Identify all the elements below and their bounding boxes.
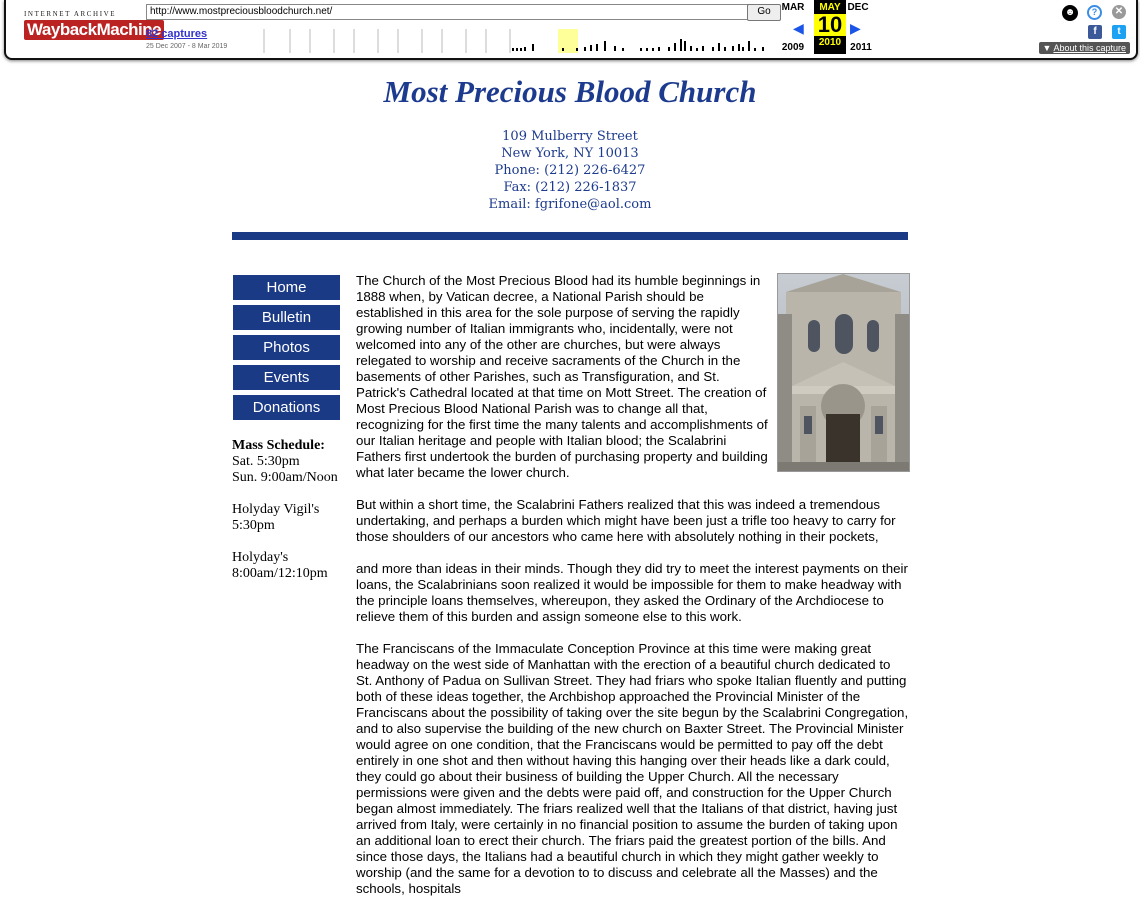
saturday-mass: Sat. 5:30pm: [232, 454, 300, 469]
paragraph-4: The Franciscans of the Immaculate Conception Province at this time were making great headway on the west side of Manhattan with the erection of a beautiful church dedicated to St. Anthony of Padua on Sullivan Street. They had friars who spoke Italian fluently and putting both of these ideas together, the Archbishop approached the Provincial Minister of the Franciscans about the possibility of taking over the site begun by the Scalabrini Congregation, and to also supervise the building of the new church on Baxter Street. The Provincial Minister would agree on one condition, that the Franciscans would be permitted to pay off the debt entirely in one shot and then without having this hanging over their heads like a dark could, they could go about their business of building the Upper Church. All the necessary permissions were given and the debts were paid off, and construction for the Upper Church began almost immediately. The friars realized well that the Italians of that district, having just arrived from Italy, were certainly in no financial position to assume the burden of taking upon an additional loan to erect their church. The friars paid the greatest portion of the bills. And since those days, the Italians had a beautiful church in which they might gather weekly to worship (and the same for a devotion to to discuss and celebrate all the Masses) and the schools, hospitals: [356, 641, 909, 896]
paragraph-2: But within a short time, the Scalabrini Fathers realized that this was indeed a tremendous undertaking, and perhaps a burden which might have been just a trifle too heavy to carry for those shoulders of our ancestors who came here with absolutely nothing in their pockets,: [356, 497, 896, 544]
current-capture-date: [814, 0, 846, 54]
nav-bulletin[interactable]: Bulletin: [233, 305, 340, 330]
current-year: 2010: [818, 37, 842, 48]
holyday-vigil-label: Holyday Vigil's: [232, 502, 320, 517]
prev-year-label[interactable]: 2009: [781, 42, 805, 53]
twitter-icon[interactable]: t: [1112, 25, 1126, 39]
wayback-toolbar: [4, 0, 1138, 60]
about-capture-label: About this capture: [1053, 43, 1126, 53]
prev-month-label[interactable]: MAR: [781, 2, 805, 13]
go-button[interactable]: Go: [747, 4, 781, 21]
wayback-machine-text: WaybackMachine: [24, 20, 164, 40]
phone-number: Phone: (212) 226-6427: [494, 163, 646, 178]
fax-number: Fax: (212) 226-1837: [503, 180, 637, 195]
paragraph-1: The Church of the Most Precious Blood had its humble beginnings in 1888 when, by Vatican decree, a National Parish should be established in this area for the sole purpose of serving the rapidly growing number of Italian immigrants who, incidentally, were not welcomed into any of the other are churches, but were always relegated to worship and receive sacraments of the Church in the basements of other Parishes, such as Transfiguration, and St. Patrick's Cathedral located at that time on Mott Street. The creation of Most Precious Blood National Parish was to change all that, recognizing for the first time the many talents and accomplishments of our Italian heritage and people with Italian blood; the Scalabrini Fathers first undertook the burden of purchasing property and building what later became the lower church.: [356, 273, 768, 480]
address-line-1: 109 Mulberry Street: [502, 129, 638, 144]
captures-link[interactable]: 82 captures: [146, 28, 208, 40]
header-divider: [232, 232, 908, 240]
church-facade-photo: [777, 273, 910, 472]
sidebar-nav: [233, 275, 340, 425]
next-year-label[interactable]: 2011: [850, 42, 872, 53]
about-capture-button[interactable]: ▼ About this capture: [1039, 42, 1130, 54]
close-icon[interactable]: ✕: [1112, 5, 1126, 19]
nav-events[interactable]: Events: [233, 365, 340, 390]
nav-donations[interactable]: Donations: [233, 395, 340, 420]
help-icon[interactable]: ?: [1087, 5, 1102, 20]
prev-capture-arrow-icon[interactable]: ◀: [793, 20, 804, 36]
nav-photos[interactable]: Photos: [233, 335, 340, 360]
current-day: 10: [814, 14, 846, 36]
main-content: [356, 273, 910, 913]
holyday-time: 8:00am/12:10pm: [232, 566, 328, 581]
nav-home[interactable]: Home: [233, 275, 340, 300]
current-month: MAY: [819, 2, 841, 13]
mass-schedule: [232, 438, 347, 598]
church-address: [0, 128, 1140, 213]
address-line-2: New York, NY 10013: [501, 146, 639, 161]
paragraph-3: and more than ideas in their minds. Though they did try to meet the interest payments on their loans, the Scalabrinians soon realized it would be impossible for them to make headway with the principle loans themselves, whereupon, they asked the Ordinary of the Archdiocese to relieve them of this burden and assign someone else to this work.: [356, 561, 908, 624]
internet-archive-text: INTERNET ARCHIVE: [24, 10, 117, 18]
email-address[interactable]: Email: fgrifone@aol.com: [488, 197, 652, 212]
wayback-logo[interactable]: [22, 8, 162, 48]
next-capture-arrow-icon[interactable]: ▶: [850, 20, 861, 36]
site-title: Most Precious Blood Church: [383, 74, 757, 109]
schedule-heading: Mass Schedule:: [232, 438, 325, 453]
holyday-label: Holyday's: [232, 550, 289, 565]
capture-range: 25 Dec 2007 - 8 Mar 2019: [146, 43, 228, 50]
facebook-icon[interactable]: f: [1088, 25, 1102, 39]
holyday-vigil-time: 5:30pm: [232, 518, 275, 533]
next-month-label[interactable]: DEC: [847, 2, 869, 13]
capture-sparkline[interactable]: [244, 27, 776, 53]
user-account-icon[interactable]: ☻: [1062, 5, 1078, 21]
sunday-mass: Sun. 9:00am/Noon: [232, 470, 338, 485]
url-input[interactable]: http://www.mostpreciousbloodchurch.net/: [146, 4, 749, 20]
